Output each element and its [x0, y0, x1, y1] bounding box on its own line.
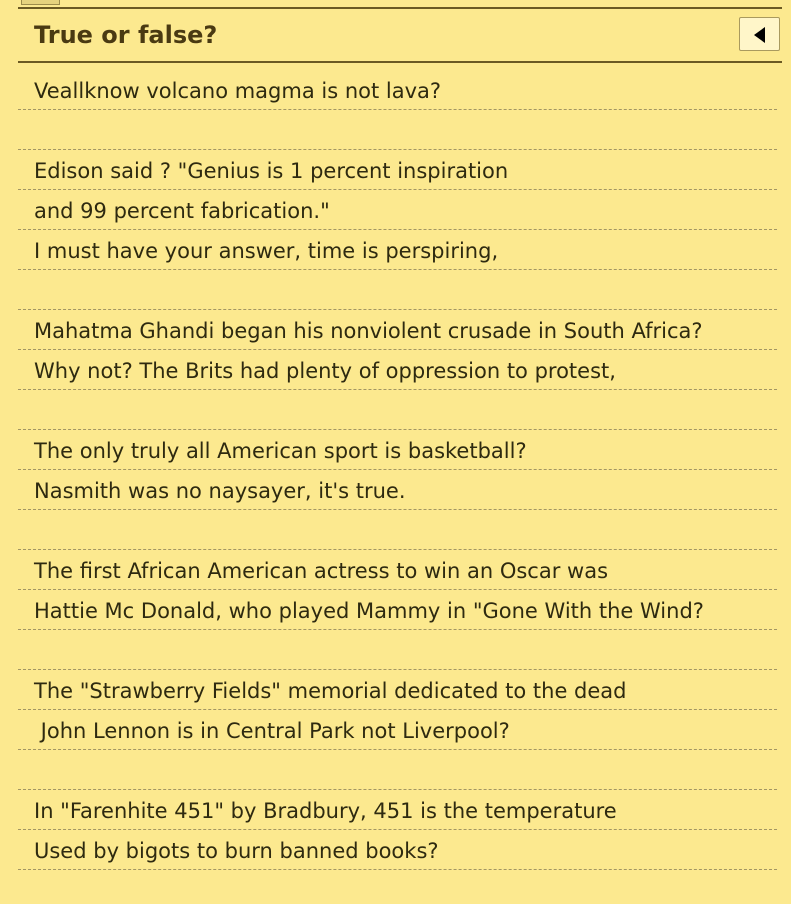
text-line: The only truly all American sport is basketball?: [18, 430, 777, 470]
text-line: The "Strawberry Fields" memorial dedicated to the dead: [18, 670, 777, 710]
text-line: Mahatma Ghandi began his nonviolent crusade in South Africa?: [18, 310, 777, 350]
text-line: The first African American actress to win an Oscar was: [18, 550, 777, 590]
text-line: [18, 750, 777, 790]
text-line: Edison said ? "Genius is 1 percent inspiration: [18, 150, 777, 190]
collapse-button[interactable]: [739, 17, 780, 51]
text-line: [18, 510, 777, 550]
text-line: [18, 390, 777, 430]
text-line: In "Farenhite 451" by Bradbury, 451 is the temperature: [18, 790, 777, 830]
text-lines: [18, 70, 777, 870]
text-line: [18, 270, 777, 310]
text-line: Hattie Mc Donald, who played Mammy in "Gone With the Wind?: [18, 590, 777, 630]
text-line: [18, 630, 777, 670]
text-line: Used by bigots to burn banned books?: [18, 830, 777, 870]
triangle-left-icon: [754, 27, 765, 43]
text-line: I must have your answer, time is perspiring,: [18, 230, 777, 270]
text-line: Veallknow volcano magma is not lava?: [18, 70, 777, 110]
text-line: [18, 110, 777, 150]
top-tab-handle: [21, 0, 60, 5]
card-header: [18, 9, 782, 63]
text-line: Why not? The Brits had plenty of oppression to protest,: [18, 350, 777, 390]
text-line: and 99 percent fabrication.": [18, 190, 777, 230]
text-line: John Lennon is in Central Park not Liverpool?: [18, 710, 777, 750]
text-line: Nasmith was no naysayer, it's true.: [18, 470, 777, 510]
page-title: True or false?: [34, 21, 218, 49]
